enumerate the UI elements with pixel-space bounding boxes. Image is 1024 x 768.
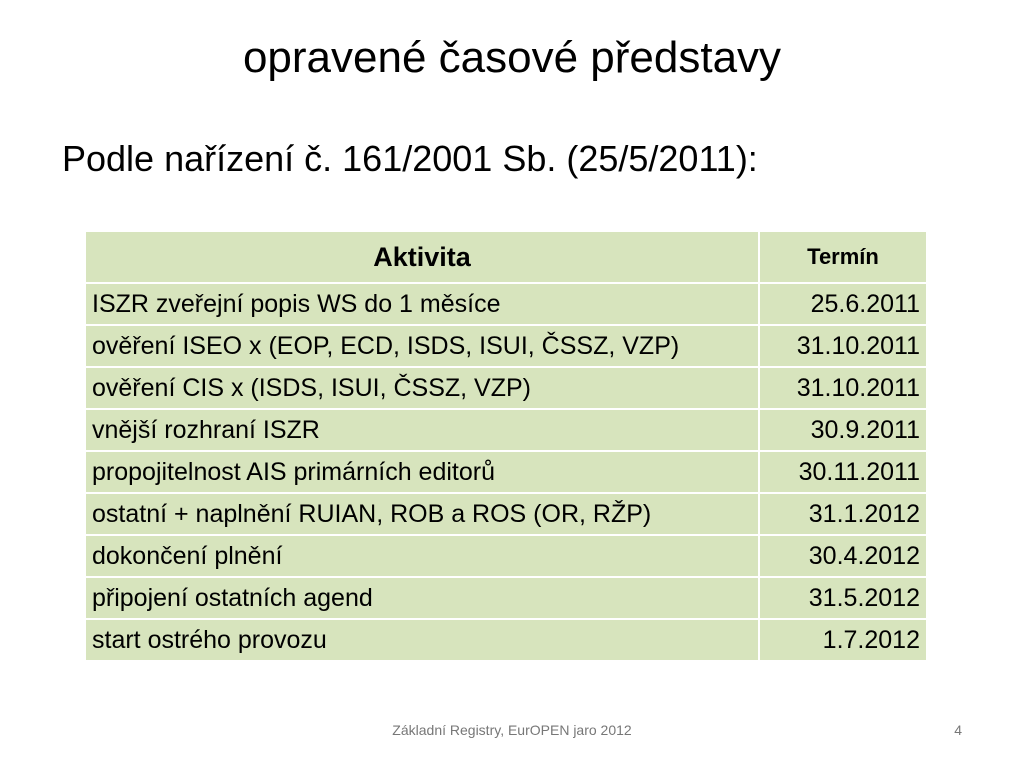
schedule-table — [84, 230, 928, 662]
table-row — [85, 325, 927, 367]
table-row — [85, 283, 927, 325]
header-activity: Aktivita — [85, 231, 759, 283]
cell-activity: ověření ISEO x (EOP, ECD, ISDS, ISUI, ČSSZ, VZP) — [85, 325, 759, 367]
footer-text: Základní Registry, EurOPEN jaro 2012 — [392, 722, 632, 738]
cell-activity: propojitelnost AIS primárních editorů — [85, 451, 759, 493]
table-header-row — [85, 231, 927, 283]
slide-title: opravené časové představy — [242, 33, 782, 82]
cell-term: 25.6.2011 — [759, 283, 927, 325]
page-number: 4 — [954, 722, 962, 738]
cell-activity: dokončení plnění — [85, 535, 759, 577]
cell-activity: vnější rozhraní ISZR — [85, 409, 759, 451]
cell-term: 30.9.2011 — [759, 409, 927, 451]
cell-activity: ISZR zveřejní popis WS do 1 měsíce — [85, 283, 759, 325]
cell-term: 1.7.2012 — [759, 619, 927, 661]
cell-term: 31.1.2012 — [759, 493, 927, 535]
table-row — [85, 493, 927, 535]
table-row — [85, 409, 927, 451]
table-body — [85, 283, 927, 661]
cell-activity: ověření CIS x (ISDS, ISUI, ČSSZ, VZP) — [85, 367, 759, 409]
cell-term: 30.4.2012 — [759, 535, 927, 577]
cell-activity: ostatní + naplnění RUIAN, ROB a ROS (OR, RŽP) — [85, 493, 759, 535]
header-term: Termín — [759, 231, 927, 283]
table-row — [85, 535, 927, 577]
slide-subtitle: Podle nařízení č. 161/2001 Sb. (25/5/2011): — [62, 138, 758, 179]
table-header — [85, 231, 927, 283]
cell-activity: start ostrého provozu — [85, 619, 759, 661]
cell-term: 30.11.2011 — [759, 451, 927, 493]
table-row — [85, 619, 927, 661]
cell-term: 31.10.2011 — [759, 367, 927, 409]
table-row — [85, 367, 927, 409]
cell-term: 31.10.2011 — [759, 325, 927, 367]
cell-term: 31.5.2012 — [759, 577, 927, 619]
cell-activity: připojení ostatních agend — [85, 577, 759, 619]
table-row — [85, 451, 927, 493]
table-row — [85, 577, 927, 619]
